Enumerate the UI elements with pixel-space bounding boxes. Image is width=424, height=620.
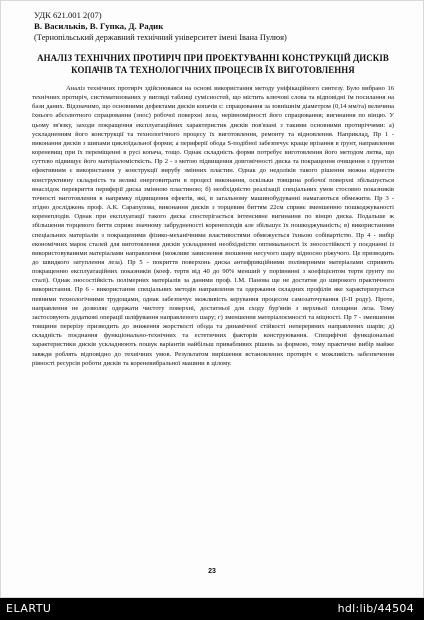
udk-code: УДК 621.001 2(07)	[34, 10, 102, 20]
paper-page	[32, 10, 394, 368]
page-number: 23	[208, 568, 216, 575]
handle-id: hdl:lib/44504	[337, 602, 414, 615]
affiliation: (Тернопільський державний технічний університет імені Івана Пулюя)	[34, 33, 287, 42]
paper-title: АНАЛІЗ ТЕХНІЧНИХ ПРОТИРІЧ ПРИ ПРОЕКТУВАННІ КОНСТРУКЦІЙ ДИСКІВ КОПАЧІВ ТА ТЕХНОЛОГІЧНИХ ПРОЦЕСІВ ЇХ ВИГОТОВЛЕННЯ	[37, 53, 389, 75]
body-text: Аналіз технічних протиріч здійснювався на основі використання методу уніфікаційного синтезу. Було вибрано 16 технічних протиріч, систематизованих у вигляді таблиці сумісностей, що містить ключові слова та відповідні їм посилання на бази даних. Відзначимо, що основними дефектами дисків копачів є: спрацювання за зовнішнім діаметром (0,14 мм/га) величина їхнього абсолютного спрацювання (знос) робочої поверхні леза, нерівномірності його спрацювання; вигинання по вінцю. У цьому зв'язку, заходи покращення експлуатаційних характеристик дисків пов'язані з такими основними протиріччями: а) ускладненням його конструкції та технологічного процесу їх виготовлення, ремонту та відновлення. Наприклад, Пр 1 - виконання дисків з шипами циклоїдальної форми; а периферії обода S-подібної забезпечує краще врізання в ґрунт, направлення кореневищ при їх переміщенні в русі копача, тощо. Однак складність форми потребує виготовлення його методом литва, що суттєво підвищує його матеріаломісткість. Пр 2 - з метою підвищення довговічності диска та покращення очищення з ґрунтом ефективним є використання у конструкції вирубу змінних пластин. Однак до недоліків такого рішення можна віднести конструктивну складність та великі енерговитрати в процесі виконання, оскільки товщина робочої поверхні збільшується внаслідок перекриття периферії диска змінною пластиною; б) необхідністю реалізації спеціальних умов стосовно показників точності виготовлення в напрямку підвищення ефектів, які, в загальному машинобудуванні намагаються обмежити. Пр 3 - згідно досліджень проф. А.К. Сарапулова, виконання дисків з торцевим биттям 22см сприяє зменшенню пошкоджуваності коренеплодів. Однак при експлуатації такого диска спостерігається інтенсивне вигинання по вінцю диска. Подальше ж збільшення торцевого биття сприяє значному забрудненості коренеплодів але збільшує їх пошкоджуваність; в) використанням спеціальних матеріалів з покращеними фізико-механічними властивостями обмежується їхньою собівартістю. Пр 4 - вибір економічних марок сталей для виготовлення дисків ускладненні необхідністю оптимальності їх зносостійкості у поєднанні із використовуваними матеріалами направлення (можливе зависнення зношення несучого шару відносно ріжучого. Це призводить до швидкого затуплення леза). Пр 5 - покриття поверхонь диска антифрикційними полімерними матеріалами сприяють покращенню експлуатаційних показників (коеф. тертя від 40 до 90% менший у порівнянні з коефіцієнтом тертя ґрунту по сталі). Однак зносостійкість полімерних матеріалів за даними проф. І.М. Панова ще не достатня до широкого практичного використання. Пр 6 - використання спеціальних методів направлення та одержання складних профілів яке характеризується певними технологічними трудощами, однак забезпечує можливість керування процесом самозаточування (I-II роду). Проте, направлення не дозволяє одержати чистоту поверхні, достатньої для сходу бур'янів з верхньої площини леза. Тому застосовують додаткові операції шліфування направленого шару; г) зменшення матеріалоємності та міцності. Пр 7 - зменшення товщини перерізу призводить до зниження жорсткості обода та динамічної стійкості неперервних направлених шарів; д) складність поєднання функціонально-технічних та естетичних факторів конструювання. Специфічні функціональні характеристики дисків ускладнюють пошук варіантів найбільш привабливих рішень за формою, тому практичне вибір майже завжди роблять відповідно до технічних умов. Результатом вирішення встановлених протиріч є можливість забезпечення рівності ресурсів роботи дисків та кореневибральної машини в цілому.	[32, 85, 394, 367]
repository-footer	[0, 598, 424, 620]
repository-name: ELARTU	[6, 602, 52, 615]
authors: В. Васильків, В. Гупка, Д. Радик	[34, 21, 164, 31]
